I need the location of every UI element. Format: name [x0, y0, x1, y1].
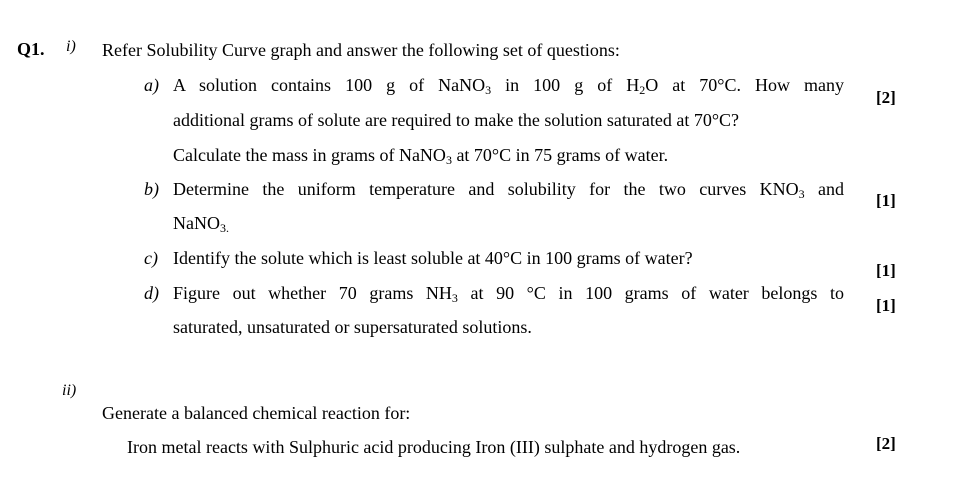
item-b-letter: b)	[144, 179, 159, 199]
item-d-mark: [1]	[876, 296, 896, 315]
item-d-letter: d)	[144, 283, 159, 303]
item-b-line-1: Determine the uniform temperature and solubility for the two curves $KNO_3$ and	[173, 179, 844, 201]
item-c-mark: [1]	[876, 261, 896, 280]
item-a-line-3: Calculate the mass in grams of NaNO$_3$ at 70°C in 75 grams of water.	[173, 145, 669, 167]
part-i-intro: Refer Solubility Curve graph and answer the following set of questions:	[102, 40, 620, 60]
part-i-label: i)	[66, 38, 76, 55]
item-a-mark: [2]	[876, 88, 896, 107]
part-ii-intro: Generate a balanced chemical reaction for:	[102, 403, 411, 423]
question-number: Q1.	[17, 39, 45, 59]
item-a-line-1: A solution contains 100 g of NaNO$_3$ in 100 g of $H_2O$ at 70°C. How many	[173, 75, 845, 97]
item-a-letter: a)	[144, 75, 159, 95]
item-d-line-1: Figure out whether 70 grams $NH_3$ at 90 °C in 100 grams of water belongs to	[173, 283, 844, 305]
part-ii-label: ii)	[62, 382, 77, 399]
item-b-mark: [1]	[876, 191, 896, 210]
item-c-line-1: Identify the solute which is least soluble at 40°C in 100 grams of water?	[173, 248, 693, 268]
part-ii-mark: [2]	[876, 434, 896, 453]
item-c-letter: c)	[144, 248, 158, 268]
item-d-line-2: saturated, unsaturated or supersaturated solutions.	[173, 317, 532, 337]
part-ii-statement: Iron metal reacts with Sulphuric acid producing Iron (III) sulphate and hydrogen gas.	[127, 437, 741, 457]
item-b-line-2: NaNO$_{3.}$	[173, 213, 229, 235]
item-a-line-2: additional grams of solute are required to make the solution saturated at 70°C?	[173, 110, 740, 130]
